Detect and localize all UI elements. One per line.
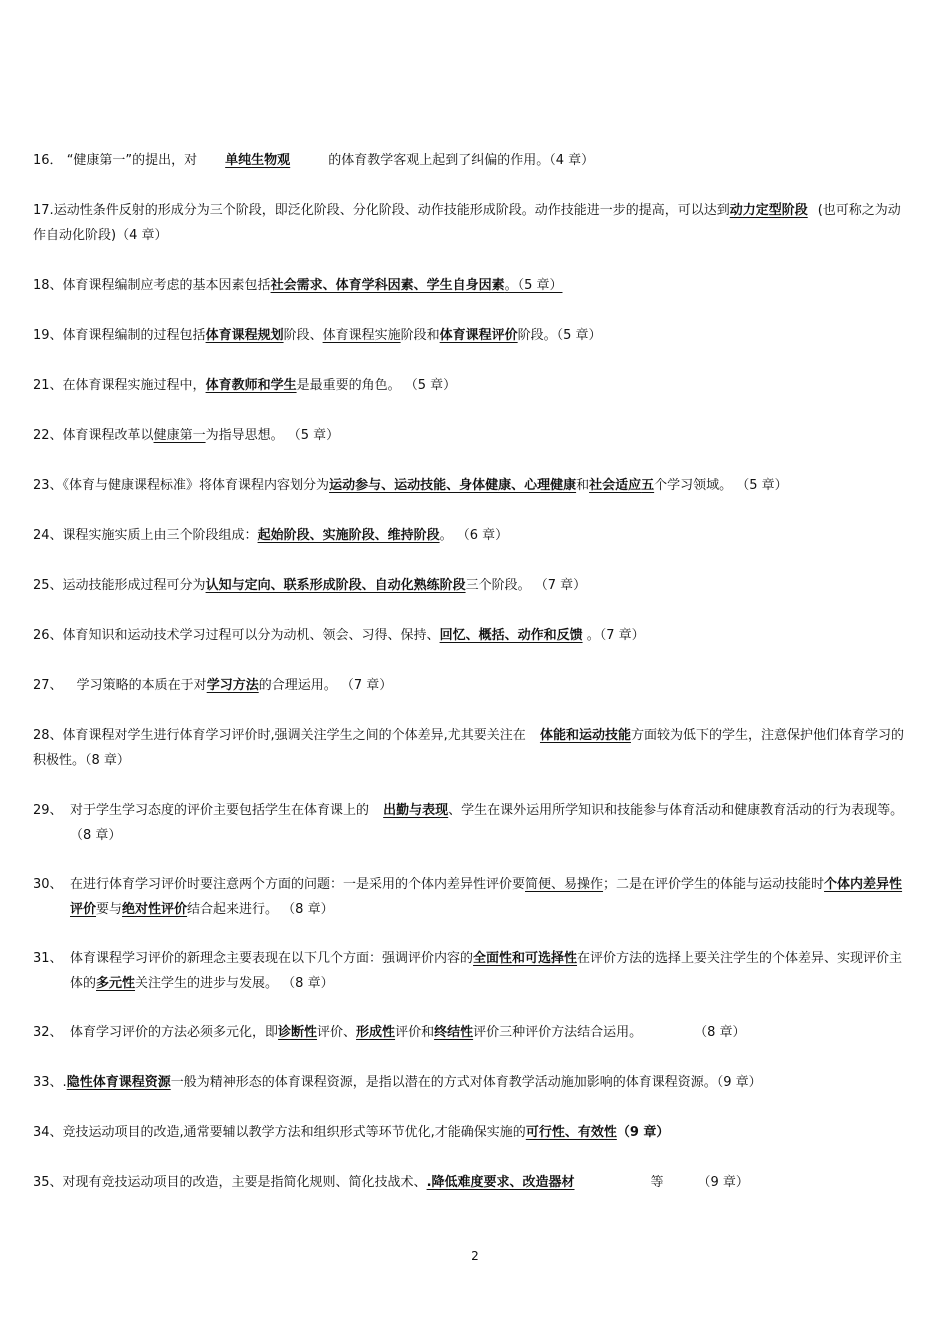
answer-blank: 认知与定向、联系形成阶段、自动化熟练阶段 [205, 578, 466, 593]
item-text: 。 （6 章） [439, 528, 509, 543]
item-number: 26、 [33, 628, 63, 643]
answer-blank: 隐性体育课程资源 [66, 1075, 171, 1090]
item-22 [33, 423, 913, 448]
answer-blank: 社会适应 [589, 478, 642, 493]
item-35 [33, 1170, 913, 1195]
item-17 [33, 198, 913, 248]
item-text: 阶段和 [400, 328, 440, 343]
item-number: 35、 [33, 1175, 63, 1190]
item-number: 24、 [33, 528, 63, 543]
item-34 [33, 1120, 913, 1145]
item-text: 是最重要的角色。 （5 章） [296, 378, 457, 393]
chapter-ref: （9 章） [616, 1125, 670, 1140]
item-31 [33, 946, 913, 996]
item-text: 的合理运用。 （7 章） [258, 678, 393, 693]
answer-blank: 体育课程规划 [205, 328, 284, 343]
answer-blank: 简便、易操作 [525, 877, 604, 892]
answer-blank: 社会需求、体育学科因素、学生自身因素 [270, 278, 505, 293]
item-text: 方面较为低下的学生，注意保护他们体育学习的积极性。（8 章） [33, 728, 904, 768]
answer-blank: 可行性、有效性 [525, 1125, 617, 1140]
item-number: 27、 [33, 678, 63, 693]
item-number: 31、 [33, 951, 63, 966]
answer-blank: 起始阶段、实施阶段、维持阶段 [257, 528, 440, 543]
item-text: 一般为精神形态的体育课程资源，是指以潜在的方式对体育教学活动施加影响的体育课程资源。（9 章） [170, 1075, 762, 1090]
item-text: 三个阶段。 （7 章） [465, 578, 587, 593]
answer-blank: 形成性 [356, 1025, 396, 1040]
item-text: 运动性条件反射的形成分为三个阶段，即泛化阶段、分化阶段、动作技能形成阶段。动作技能进一步的提高，可以达到 [53, 203, 730, 218]
answer-blank: 回忆、概括、动作和反馈 [439, 628, 583, 643]
item-text: 体育学习评价的方法必须多元化，即 [70, 1025, 279, 1040]
item-24 [33, 523, 913, 548]
item-text: 体育课程改革以 [62, 428, 154, 443]
item-text: 体育课程编制应考虑的基本因素包括 [62, 278, 271, 293]
item-text: 关注学生的进步与发展。 （8 章） [135, 976, 334, 991]
item-text: 在评价方法的选择上要关注学生的个体差异、实现评价主体的 [70, 951, 903, 991]
item-text: 评价、 [317, 1025, 357, 1040]
item-text: 评价和 [395, 1025, 435, 1040]
item-text: 等 [650, 1175, 664, 1190]
answer-blank: 诊断性 [278, 1025, 318, 1040]
chapter-ref: 。（5 章） [504, 278, 563, 293]
item-21 [33, 373, 913, 398]
item-33 [33, 1070, 913, 1095]
item-text: 阶段、 [283, 328, 323, 343]
item-26 [33, 623, 913, 648]
item-19 [33, 323, 913, 348]
answer-blank: 全面性和可选择性 [473, 951, 578, 966]
item-text: 体育课程编制的过程包括 [62, 328, 206, 343]
item-number: 34、 [33, 1125, 63, 1140]
item-text: 学习策略的本质在于对 [72, 678, 207, 693]
answer-blank: 多元性 [96, 976, 136, 991]
item-text: . [62, 1075, 67, 1090]
item-number: 23、 [33, 478, 63, 493]
item-number: 18、 [33, 278, 63, 293]
item-number: 22、 [33, 428, 63, 443]
item-text: 阶段。（5 章） [517, 328, 602, 343]
item-number: 32、 [33, 1025, 63, 1040]
answer-blank: 体能和运动技能 [539, 728, 631, 743]
answer-blank: 个体内差异性评价 [70, 877, 903, 917]
item-number: 30、 [33, 877, 63, 892]
answer-blank: 运动参与、运动技能、身体健康、心理健康 [329, 478, 577, 493]
item-text: 个学习领域。 （5 章） [654, 478, 788, 493]
chapter-ref: （8 章） [694, 1025, 746, 1040]
answer-blank: 单纯生物观 [225, 153, 291, 168]
page-number: 2 [471, 1249, 479, 1263]
item-text: 在进行体育学习评价时要注意两个方面的问题：一是采用的个体内差异性评价要 [70, 877, 526, 892]
item-text: 运动技能形成过程可分为 [62, 578, 206, 593]
item-text: 课程实施实质上由三个阶段组成： [62, 528, 258, 543]
item-text: 的体育教学客观上起到了纠偏的作用。（4 章） [328, 153, 595, 168]
item-text: 结合起来进行。 （8 章） [187, 902, 334, 917]
item-27 [33, 673, 913, 698]
item-28 [33, 723, 913, 773]
item-number: 17. [33, 203, 54, 218]
item-number: 16． [33, 153, 63, 168]
answer-blank: 出勤与表现 [383, 803, 449, 818]
answer-blank: 绝对性评价 [122, 902, 188, 917]
answer-blank: 终结性 [434, 1025, 474, 1040]
item-text: 体育课程学习评价的新理念主要表现在以下几个方面：强调评价内容的 [70, 951, 474, 966]
item-text: 体育知识和运动技术学习过程可以分为动机、领会、习得、保持、 [62, 628, 440, 643]
item-text: 对于学生学习态度的评价主要包括学生在体育课上的 [70, 803, 374, 818]
item-number: 25、 [33, 578, 63, 593]
answer-blank: 五 [641, 478, 655, 493]
answer-blank: .降低难度要求、改造器材 [426, 1175, 575, 1190]
item-text: “健康第一”的提出，对 [66, 153, 198, 168]
item-16 [33, 148, 913, 173]
item-number: 19、 [33, 328, 63, 343]
item-text: 要与 [96, 902, 123, 917]
item-29 [33, 798, 913, 848]
item-30 [33, 872, 913, 922]
item-number: 28、 [33, 728, 63, 743]
item-text: 竞技运动项目的改造,通常要辅以教学方法和组织形式等环节优化,才能确保实施的 [62, 1125, 526, 1140]
answer-blank: 体育教师和学生 [205, 378, 297, 393]
item-number: 21、 [33, 378, 63, 393]
item-23 [33, 473, 913, 498]
answer-blank: 学习方法 [206, 678, 259, 693]
answer-blank: 体育课程实施 [322, 328, 401, 343]
item-18 [33, 273, 913, 298]
item-text: 和 [576, 478, 590, 493]
item-number: 33、 [33, 1075, 63, 1090]
item-text: 对现有竞技运动项目的改造，主要是指简化规则、简化技战术、 [62, 1175, 427, 1190]
item-text: 为指导思想。 （5 章） [205, 428, 340, 443]
answer-blank: 体育课程评价 [439, 328, 518, 343]
item-text: 、学生在课外运用所学知识和技能参与体育活动和健康教育活动的行为表现等。（8 章） [70, 803, 904, 843]
item-text: 在体育课程实施过程中， [62, 378, 206, 393]
item-text: 体育课程对学生进行体育学习评价时,强调关注学生之间的个体差异,尤其要关注在 [62, 728, 530, 743]
item-32 [33, 1020, 913, 1045]
item-25 [33, 573, 913, 598]
answer-blank: 动力定型阶段 [729, 203, 808, 218]
item-text: ；二是在评价学生的体能与运动技能时 [603, 877, 825, 892]
item-text: 评价三种评价方法结合运用。 [473, 1025, 643, 1040]
item-number: 29、 [33, 803, 63, 818]
answer-blank: 健康第一 [153, 428, 206, 443]
item-text: (也可称之为动作自动化阶段)（4 章） [33, 203, 901, 243]
chapter-ref: （9 章） [697, 1175, 749, 1190]
item-text: 《体育与健康课程标准》将体育课程内容划分为 [62, 478, 330, 493]
item-text: 。（7 章） [582, 628, 645, 643]
